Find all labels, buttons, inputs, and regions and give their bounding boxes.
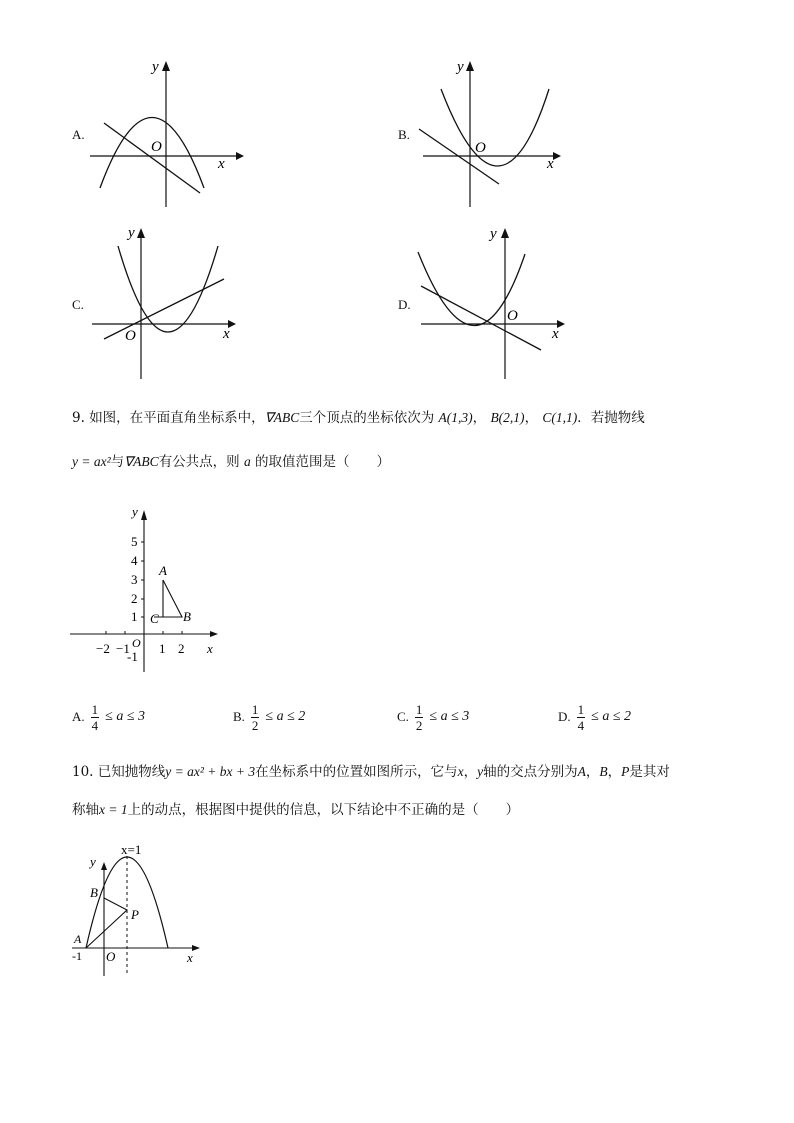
q9-line-2 xyxy=(72,455,390,470)
q9-line-1 xyxy=(72,411,645,426)
q10-b: B xyxy=(599,764,608,779)
q9-parabola-eq: y = ax² xyxy=(72,454,111,469)
y-tick-neg1: -1 xyxy=(127,649,138,664)
q9-var-a: a xyxy=(243,454,251,469)
triangle-abc xyxy=(163,580,182,617)
x-label: x xyxy=(547,156,554,172)
x-tick-neg1: −1 xyxy=(116,641,130,656)
q10-y: y xyxy=(477,764,484,779)
line xyxy=(104,123,200,193)
parabola xyxy=(441,89,549,166)
q9-option-c[interactable] xyxy=(397,700,469,734)
point-b-label: B xyxy=(90,885,98,900)
q9-option-c-range: ≤ a ≤ 3 xyxy=(429,709,470,724)
q10-number: 10. xyxy=(72,764,94,780)
point-b-label: B xyxy=(183,609,191,624)
x-tick-neg2: −2 xyxy=(96,641,110,656)
q10-text-2b: 上的动点，根据图中提供的信息，以下结论中不正确的是（ ） xyxy=(127,802,520,818)
q8-graph-c xyxy=(88,222,248,384)
tick-neg1: -1 xyxy=(72,949,82,963)
x-label: x xyxy=(187,950,193,965)
q9-sep-2: ， xyxy=(524,410,539,426)
q8-graph-a xyxy=(88,55,248,215)
x-tick-1: 1 xyxy=(159,641,166,656)
q10-text-1a: 已知抛物线 xyxy=(97,764,166,780)
y-tick-3: 3 xyxy=(131,572,138,587)
origin-label: O xyxy=(125,328,136,344)
q9-triangle: ∇ABC xyxy=(264,410,300,425)
q9-point-a: A(1,3) xyxy=(438,410,473,425)
q9-option-d[interactable] xyxy=(558,700,631,734)
q9-figure xyxy=(68,500,228,680)
y-axis-arrow xyxy=(101,862,107,870)
q9-text-1b: 三个顶点的坐标依次为 xyxy=(299,410,435,426)
point-p-label: P xyxy=(131,907,139,922)
q10-p: P xyxy=(621,764,630,779)
q9-text-2b: 有公共点，则 xyxy=(158,454,240,470)
q8-option-a-label[interactable]: A. xyxy=(72,127,85,142)
q9-option-c-fraction: $\frac{1}{2}$ xyxy=(415,701,423,733)
q9-number: 9. xyxy=(72,410,85,426)
y-label: y xyxy=(128,225,135,241)
q10-text-1c: 轴的交点分别为 xyxy=(483,764,578,780)
q9-sep-1: ， xyxy=(472,410,487,426)
q9-option-a-fraction: $\frac{1}{4}$ xyxy=(91,701,99,733)
q10-text-2a: 称轴 xyxy=(72,802,99,818)
q9-text-1a: 如图，在平面直角坐标系中， xyxy=(89,410,265,426)
x-label: x xyxy=(552,326,559,342)
origin-label: O xyxy=(475,140,486,156)
q9-text-2c: 的取值范围是（ ） xyxy=(255,454,391,470)
q9-option-a[interactable] xyxy=(72,700,145,734)
q10-axis-eq: x = 1 xyxy=(99,802,128,817)
q9-point-c: C(1,1) xyxy=(542,410,578,425)
y-tick-1: 1 xyxy=(131,609,138,624)
q10-figure xyxy=(66,838,206,980)
y-label: y xyxy=(132,504,138,519)
y-axis-arrow xyxy=(162,61,170,71)
origin-label: O xyxy=(132,636,141,650)
q8-option-b-label[interactable]: B. xyxy=(398,127,410,142)
q10-line-1: 10. 已知抛物线y = ax² + bx + 3在坐标系中的位置如图所示，它与x，y轴的交点分别为A，B，P是其对 xyxy=(72,764,670,780)
q10-text-1b: 在坐标系中的位置如图所示，它与 xyxy=(255,764,458,780)
q10-line-2 xyxy=(72,803,519,818)
q10-comma: ， xyxy=(463,764,478,780)
q9-option-b[interactable] xyxy=(233,700,305,734)
y-axis-arrow xyxy=(501,228,509,238)
y-tick-4: 4 xyxy=(131,553,138,568)
point-c-label: C xyxy=(150,611,159,626)
q9-option-d-range: ≤ a ≤ 2 xyxy=(591,709,632,724)
line xyxy=(104,279,224,339)
q9-triangle-2: ∇ABC xyxy=(124,454,159,469)
q9-option-c-label: C. xyxy=(397,709,409,724)
q9-option-b-fraction: $\frac{1}{2}$ xyxy=(251,701,259,733)
q8-graph-b xyxy=(415,55,565,215)
x-axis-arrow xyxy=(236,152,244,160)
x-axis-arrow xyxy=(553,152,561,160)
q9-option-d-label: D. xyxy=(558,709,571,724)
q9-option-b-range: ≤ a ≤ 2 xyxy=(265,709,306,724)
q9-option-d-fraction: $\frac{1}{4}$ xyxy=(577,701,585,733)
q9-point-b: B(2,1) xyxy=(490,410,525,425)
y-tick-5: 5 xyxy=(131,534,138,549)
y-label: y xyxy=(90,854,96,869)
q8-option-d-label[interactable]: D. xyxy=(398,297,411,312)
origin-label: O xyxy=(507,308,518,324)
line xyxy=(421,286,541,350)
axis-label: x=1 xyxy=(121,842,142,857)
origin-label: O xyxy=(106,949,116,964)
x-axis-arrow xyxy=(210,631,218,637)
q10-equation: y = ax² + bx + 3 xyxy=(165,764,256,779)
q9-text-1c: ．若抛物线 xyxy=(577,410,645,426)
y-label: y xyxy=(490,226,497,242)
y-axis-arrow xyxy=(141,510,147,520)
y-axis-arrow xyxy=(466,61,474,71)
q9-option-b-label: B. xyxy=(233,709,245,724)
q8-option-c-label[interactable]: C. xyxy=(72,297,84,312)
q10-text-1d: 是其对 xyxy=(629,764,670,780)
x-label: x xyxy=(223,326,230,342)
point-a-label: A xyxy=(74,932,82,946)
y-label: y xyxy=(457,59,464,75)
point-a-label: A xyxy=(159,563,167,578)
q9-text-2a: 与 xyxy=(110,454,125,470)
y-label: y xyxy=(152,59,159,75)
q10-x: x xyxy=(457,764,464,779)
q8-graph-d xyxy=(413,222,573,384)
y-tick-2: 2 xyxy=(131,591,138,606)
x-axis-arrow xyxy=(192,945,200,951)
q9-option-a-label: A. xyxy=(72,709,85,724)
x-tick-2: 2 xyxy=(178,641,185,656)
origin-label: O xyxy=(151,139,162,155)
q9-option-a-range: ≤ a ≤ 3 xyxy=(105,709,146,724)
y-axis-arrow xyxy=(137,228,145,238)
x-label: x xyxy=(207,641,213,656)
x-label: x xyxy=(218,156,225,172)
q10-a: A xyxy=(577,764,586,779)
